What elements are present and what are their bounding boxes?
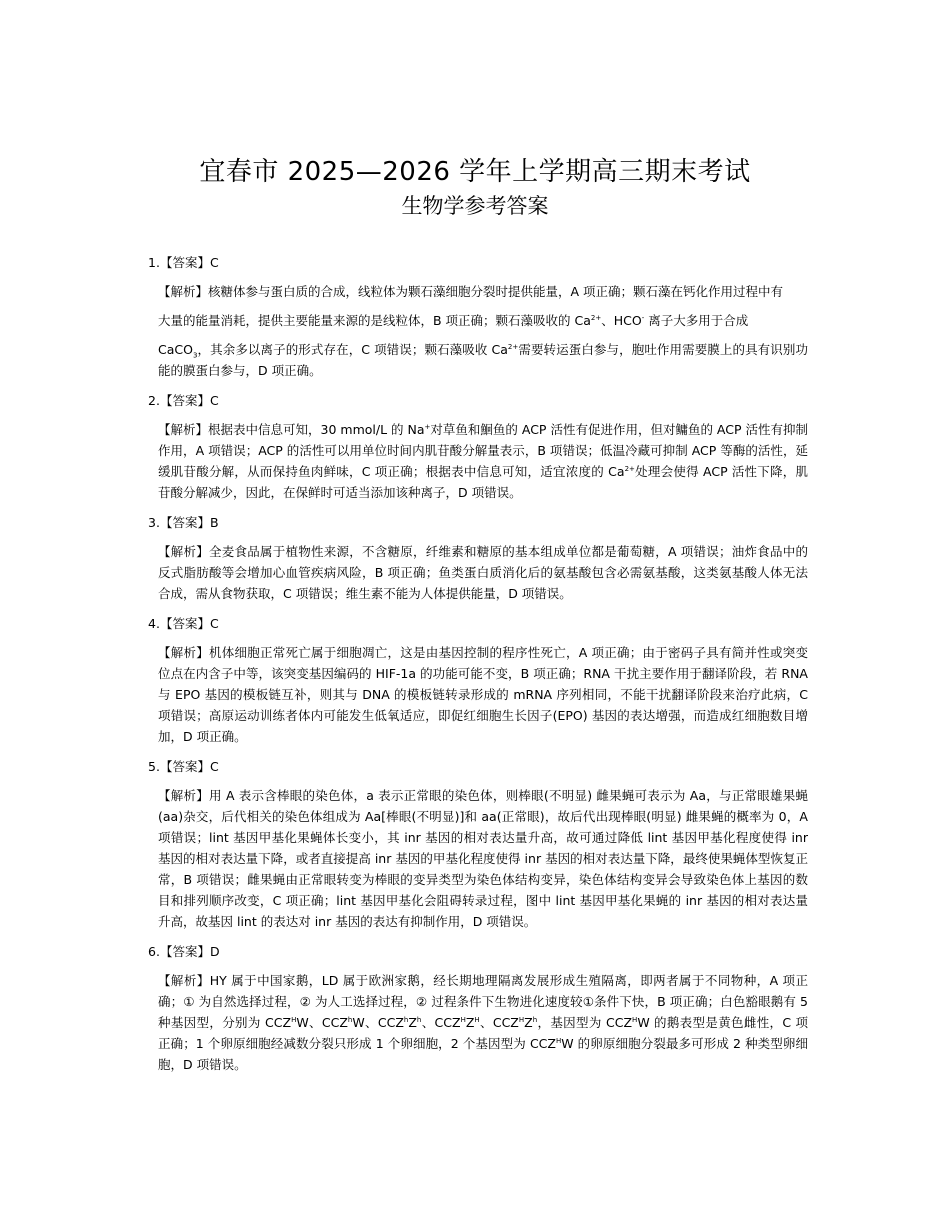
- superscript: 2+: [590, 313, 602, 322]
- answer-tag: 【答案】: [159, 515, 210, 530]
- page-subtitle: 生物学参考答案: [401, 194, 549, 218]
- answer-line: [148, 512, 808, 533]
- explanation-text: 用 A 表示含棒眼的染色体，a 表示正常眼的染色体，则棒眼(不明显) 雌果蝇可表示为 Aa，与正常眼雄果蝇(aa)杂交，后代相关的染色体组成为 Aa[棒眼(不明显)]和 aa(正常眼)，故后代出现棒眼(明显) 雌果蝇的概率为 0，A 项错误；lint 基因甲基化果蝇体长变小，其 inr 基因的相对表达量升高，故可通过降低 lint 基因甲基化程度使得 inr 基因的相对表达量下降，或者直接提高 inr 基因的甲基化程度使得 inr 基因的相对表达量下降，最终使果蝇体型恢复正常，B 项错误；雌果蝇由正常眼转变为棒眼的变异类型为染色体结构变异，染色体结构变异会导致染色体上基因的数目和排列顺序改变，C 项正确；lint 基因甲基化会阻碍转录过程，图中 lint 基因甲基化果蝇的 inr 基因的相对表达量升高，故基因 lint 的表达对 inr 基因的表达有抑制作用，D 项错误。: [158, 788, 808, 929]
- explanation-paragraph: [158, 785, 808, 932]
- question-6: [148, 941, 808, 1075]
- answer-value: C: [209, 393, 219, 408]
- answer-tag: 【答案】: [159, 759, 210, 774]
- superscript: H: [474, 1015, 480, 1024]
- explanation-text: 、HCO: [601, 313, 642, 328]
- answer-list: [148, 252, 808, 1084]
- explanation-text: 处理会使得 ACP 活性下降，肌苷酸分解减少，因此，在保鲜时可适当添加该种离子，D 项错误。: [158, 464, 808, 500]
- answer-value: D: [209, 944, 220, 959]
- answer-value: C: [209, 759, 219, 774]
- page-title: 宜春市 2025—2026 学年上学期高三期末考试: [199, 157, 751, 187]
- superscript: h: [403, 1015, 409, 1024]
- superscript: -: [641, 313, 645, 322]
- superscript: h: [532, 1015, 538, 1024]
- explain-tag: 【解析】: [158, 544, 209, 559]
- answer-tag: 【答案】: [159, 616, 210, 631]
- superscript: h: [347, 1015, 353, 1024]
- explain-tag: 【解析】: [158, 284, 209, 299]
- explanation: [158, 642, 808, 747]
- superscript: H: [555, 1036, 562, 1045]
- superscript: 2+: [624, 464, 635, 473]
- superscript: +: [424, 422, 431, 431]
- question-number: 5.: [148, 759, 160, 774]
- answer-tag: 【答案】: [159, 393, 210, 408]
- explanation: [158, 281, 808, 381]
- explanation-paragraph: [158, 419, 808, 503]
- explanation-text: W、CCZ: [352, 1015, 404, 1030]
- explanation-text: CaCO: [158, 342, 193, 357]
- explanation-text: 根据表中信息可知，30 mmol/L 的 Na: [208, 422, 425, 437]
- superscript: H: [291, 1015, 297, 1024]
- superscript: H: [460, 1015, 466, 1024]
- question-number: 6.: [148, 944, 160, 959]
- explanation-text: 核糖体参与蛋白质的合成，线粒体为颗石藻细胞分裂时提供能量，A 项正确；颗石藻在钙化作用过程中有: [208, 284, 784, 299]
- answer-value: C: [209, 255, 219, 270]
- explanation-text: 、CCZ: [421, 1015, 461, 1030]
- explain-tag: 【解析】: [158, 645, 209, 660]
- answer-line: [148, 756, 808, 777]
- question-number: 1.: [148, 255, 160, 270]
- explanation-paragraph: [158, 281, 808, 302]
- explanation-paragraph: [158, 970, 808, 1075]
- explanation-text: 、CCZ: [479, 1015, 519, 1030]
- answer-value: C: [209, 616, 219, 631]
- superscript: H: [632, 1015, 638, 1024]
- explanation-text: ，基因型为 CCZ: [537, 1015, 633, 1030]
- explain-tag: 【解析】: [158, 422, 209, 437]
- explanation-text: 全麦食品属于植物性来源，不含糖原，纤维素和糖原的基本组成单位都是葡萄糖，A 项错误；油炸食品中的反式脂肪酸等会增加心血管疾病风险，B 项正确；鱼类蛋白质消化后的氨基酸包含必需氨基酸，这类氨基酸人体无法合成，需从食物获取，C 项错误；维生素不能为人体提供能量，D 项错误。: [158, 544, 808, 601]
- answer-tag: 【答案】: [159, 255, 210, 270]
- explanation-text: Z: [524, 1015, 533, 1030]
- explanation: [158, 970, 808, 1075]
- explanation: [158, 785, 808, 932]
- explanation-text: 离子大多用于合成: [644, 313, 749, 328]
- explanation-paragraph: [158, 310, 808, 331]
- answer-line: [148, 941, 808, 962]
- answer-value: B: [209, 515, 219, 530]
- subscript: 3: [192, 351, 198, 360]
- explanation-text: 大量的能量消耗，提供主要能量来源的是线粒体，B 项正确；颗石藻吸收的 Ca: [158, 313, 591, 328]
- explanation-text: 对草鱼和鮰鱼的 ACP 活性有促进作用，但对鳙鱼的 ACP 活性有抑制作用，A 项错误；ACP 的活性可以用单位时间内肌苷酸分解量表示，B 项错误；低温冷藏可抑制 ACP 等酶的活性，延缓肌苷酸分解，从而保持鱼肉鲜味，C 项正确；根据表中信息可知，适宜浓度的 Ca: [158, 422, 808, 479]
- answer-line: [148, 252, 808, 273]
- explain-tag: 【解析】: [158, 788, 209, 803]
- question-number: 3.: [148, 515, 160, 530]
- explanation-text: HY 属于中国家鹅，LD 属于欧洲家鹅，经长期地理隔离发展形成生殖隔离，即两者属于不同物种，A 项正确；① 为自然选择过程，② 为人工选择过程，② 过程条件下生物进化速度较①条件下快，B 项正确；白色豁眼鹅有 5 种基因型，分别为 CCZ: [158, 973, 808, 1030]
- explanation-text: 需要转运蛋白参与，胞吐作用需要膜上的具有识别功能的膜蛋白参与，D 项正确。: [158, 342, 808, 378]
- superscript: 2+: [507, 342, 519, 351]
- explanation: [158, 419, 808, 503]
- answer-tag: 【答案】: [159, 944, 210, 959]
- explanation-text: Z: [465, 1015, 475, 1030]
- question-number: 2.: [148, 393, 160, 408]
- question-4: [148, 613, 808, 747]
- explanation: [158, 541, 808, 604]
- question-2: [148, 390, 808, 503]
- explanation-text: W 的鹅表型是黄色雌性，C 项正确；1 个卵原细胞经减数分裂只形成 1 个卵细胞，2 个基因型为 CCZ: [158, 1015, 808, 1051]
- explanation-text: Z: [408, 1015, 417, 1030]
- question-3: [148, 512, 808, 604]
- answer-line: [148, 390, 808, 411]
- question-number: 4.: [148, 616, 160, 631]
- answer-line: [148, 613, 808, 634]
- explanation-text: 机体细胞正常死亡属于细胞凋亡，这是由基因控制的程序性死亡，A 项正确；由于密码子具有简并性或突变位点在内含子中等，该突变基因编码的 HIF-1a 的功能可能不变，B 项正确；RNA 干扰主要作用于翻译阶段，若 RNA 与 EPO 基因的模板链互补，则其与 DNA 的模板链转录形成的 mRNA 序列相同，不能干扰翻译阶段来治疗此病，C 项错误；高原运动训练者体内可能发生低氧适应，即促红细胞生长因子(EPO) 基因的表达增强，而造成红细胞数目增加，D 项正确。: [158, 645, 808, 744]
- superscript: h: [416, 1015, 422, 1024]
- explanation-paragraph: [158, 339, 808, 381]
- question-1: [148, 252, 808, 381]
- explanation-paragraph: [158, 541, 808, 604]
- explanation-text: W 的卵原细胞分裂最多可形成 2 种类型卵细胞，D 项错误。: [158, 1036, 809, 1072]
- explanation-paragraph: [158, 642, 808, 747]
- question-5: [148, 756, 808, 932]
- explanation-text: ，其余多以离子的形式存在，C 项错误；颗石藻吸收 Ca: [197, 342, 508, 357]
- explain-tag: 【解析】: [158, 973, 210, 988]
- explanation-text: W、CCZ: [296, 1015, 348, 1030]
- superscript: H: [518, 1015, 525, 1024]
